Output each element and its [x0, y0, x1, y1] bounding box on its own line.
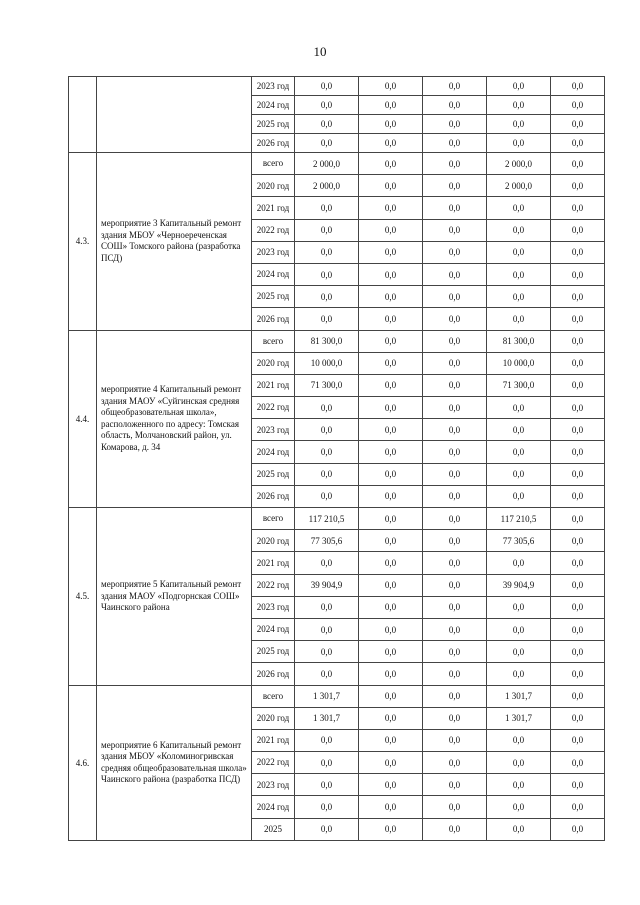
event-name-cell: мероприятие 3 Капитальный ремонт здания МБОУ «Черноереченская СОШ» Томского района (разработка ПСД) — [97, 153, 252, 331]
value-cell: 0,0 — [487, 241, 551, 263]
value-cell: 0,0 — [487, 596, 551, 618]
value-cell: 0,0 — [487, 463, 551, 485]
value-cell: 10 000,0 — [295, 352, 359, 374]
value-cell: 0,0 — [295, 419, 359, 441]
value-cell: 0,0 — [359, 330, 423, 352]
page-number: 10 — [313, 44, 327, 59]
value-cell: 0,0 — [551, 774, 605, 796]
value-cell: 0,0 — [423, 530, 487, 552]
table-row — [69, 685, 605, 707]
value-cell: 0,0 — [359, 530, 423, 552]
year-cell: 2022 год — [252, 397, 295, 419]
value-cell: 0,0 — [551, 286, 605, 308]
value-cell: 0,0 — [359, 153, 423, 175]
year-cell: 2020 год — [252, 707, 295, 729]
value-cell: 0,0 — [295, 774, 359, 796]
value-cell: 0,0 — [487, 485, 551, 507]
value-cell: 0,0 — [423, 286, 487, 308]
value-cell: 0,0 — [359, 175, 423, 197]
value-cell: 0,0 — [487, 197, 551, 219]
value-cell: 117 210,5 — [295, 508, 359, 530]
value-cell: 0,0 — [551, 729, 605, 751]
budget-table-body — [69, 77, 605, 841]
value-cell: 0,0 — [551, 663, 605, 685]
value-cell: 0,0 — [487, 263, 551, 285]
event-number-cell: 4.5. — [69, 508, 97, 686]
value-cell: 0,0 — [487, 134, 551, 153]
value-cell: 10 000,0 — [487, 352, 551, 374]
event-name-cell — [97, 77, 252, 153]
year-cell: 2022 год — [252, 752, 295, 774]
value-cell: 71 300,0 — [295, 374, 359, 396]
value-cell: 0,0 — [423, 485, 487, 507]
value-cell: 0,0 — [423, 796, 487, 818]
value-cell: 0,0 — [551, 818, 605, 840]
value-cell: 0,0 — [359, 241, 423, 263]
value-cell: 0,0 — [423, 596, 487, 618]
value-cell: 0,0 — [487, 641, 551, 663]
table-row — [69, 508, 605, 530]
value-cell: 0,0 — [487, 441, 551, 463]
value-cell: 1 301,7 — [487, 707, 551, 729]
value-cell: 0,0 — [295, 641, 359, 663]
table-row — [69, 153, 605, 175]
value-cell: 0,0 — [423, 663, 487, 685]
value-cell: 0,0 — [423, 77, 487, 96]
value-cell: 1 301,7 — [295, 707, 359, 729]
value-cell: 0,0 — [359, 352, 423, 374]
value-cell: 0,0 — [359, 463, 423, 485]
year-cell: всего — [252, 330, 295, 352]
value-cell: 0,0 — [551, 219, 605, 241]
value-cell: 0,0 — [487, 96, 551, 115]
value-cell: 0,0 — [423, 241, 487, 263]
value-cell: 0,0 — [359, 308, 423, 330]
value-cell: 0,0 — [487, 774, 551, 796]
value-cell: 0,0 — [359, 485, 423, 507]
value-cell: 0,0 — [295, 752, 359, 774]
value-cell: 0,0 — [551, 96, 605, 115]
value-cell: 0,0 — [295, 552, 359, 574]
table-row — [69, 77, 605, 96]
event-name-cell: мероприятие 5 Капитальный ремонт здания МАОУ «Подгорнская СОШ» Чаинского района — [97, 508, 252, 686]
value-cell: 0,0 — [359, 796, 423, 818]
value-cell: 0,0 — [359, 596, 423, 618]
value-cell: 0,0 — [551, 463, 605, 485]
value-cell: 0,0 — [423, 352, 487, 374]
value-cell: 0,0 — [551, 263, 605, 285]
value-cell: 0,0 — [295, 286, 359, 308]
value-cell: 0,0 — [551, 685, 605, 707]
value-cell: 0,0 — [423, 96, 487, 115]
value-cell: 0,0 — [551, 175, 605, 197]
value-cell: 0,0 — [359, 729, 423, 751]
value-cell: 81 300,0 — [295, 330, 359, 352]
value-cell: 0,0 — [359, 374, 423, 396]
value-cell: 0,0 — [423, 729, 487, 751]
value-cell: 0,0 — [423, 115, 487, 134]
value-cell: 0,0 — [359, 685, 423, 707]
event-number-cell: 4.6. — [69, 685, 97, 840]
value-cell: 0,0 — [551, 419, 605, 441]
year-cell: 2021 год — [252, 552, 295, 574]
value-cell: 0,0 — [487, 219, 551, 241]
value-cell: 0,0 — [487, 115, 551, 134]
value-cell: 0,0 — [487, 818, 551, 840]
value-cell: 0,0 — [551, 330, 605, 352]
value-cell: 39 904,9 — [295, 574, 359, 596]
value-cell: 0,0 — [295, 96, 359, 115]
value-cell: 0,0 — [551, 530, 605, 552]
value-cell: 77 305,6 — [295, 530, 359, 552]
value-cell: 81 300,0 — [487, 330, 551, 352]
year-cell: 2024 год — [252, 441, 295, 463]
value-cell: 0,0 — [359, 641, 423, 663]
value-cell: 0,0 — [359, 752, 423, 774]
year-cell: 2026 год — [252, 485, 295, 507]
value-cell: 0,0 — [551, 441, 605, 463]
value-cell: 0,0 — [487, 796, 551, 818]
year-cell: 2021 год — [252, 197, 295, 219]
value-cell: 0,0 — [295, 308, 359, 330]
value-cell: 0,0 — [487, 419, 551, 441]
year-cell: 2023 год — [252, 419, 295, 441]
year-cell: всего — [252, 508, 295, 530]
value-cell: 0,0 — [359, 263, 423, 285]
year-cell: 2025 год — [252, 115, 295, 134]
value-cell: 0,0 — [359, 419, 423, 441]
value-cell: 0,0 — [359, 96, 423, 115]
value-cell: 0,0 — [359, 552, 423, 574]
value-cell: 0,0 — [359, 774, 423, 796]
year-cell: 2026 год — [252, 663, 295, 685]
value-cell: 0,0 — [295, 441, 359, 463]
value-cell: 0,0 — [295, 197, 359, 219]
value-cell: 0,0 — [359, 618, 423, 640]
value-cell: 0,0 — [423, 219, 487, 241]
year-cell: 2022 год — [252, 219, 295, 241]
value-cell: 0,0 — [551, 552, 605, 574]
event-number-cell — [69, 77, 97, 153]
value-cell: 0,0 — [423, 330, 487, 352]
event-name-cell: мероприятие 6 Капитальный ремонт здания МБОУ «Коломиногривская средняя общеобразовательная школа» Чаинского района (разработка ПСД) — [97, 685, 252, 840]
value-cell: 0,0 — [423, 153, 487, 175]
event-number-cell: 4.4. — [69, 330, 97, 508]
year-cell: 2020 год — [252, 352, 295, 374]
value-cell: 2 000,0 — [487, 175, 551, 197]
value-cell: 0,0 — [423, 397, 487, 419]
value-cell: 0,0 — [423, 263, 487, 285]
value-cell: 0,0 — [295, 241, 359, 263]
year-cell: 2026 год — [252, 134, 295, 153]
year-cell: 2024 год — [252, 263, 295, 285]
value-cell: 0,0 — [487, 729, 551, 751]
value-cell: 0,0 — [423, 374, 487, 396]
value-cell: 77 305,6 — [487, 530, 551, 552]
year-cell: 2021 год — [252, 729, 295, 751]
value-cell: 0,0 — [295, 134, 359, 153]
value-cell: 0,0 — [359, 663, 423, 685]
value-cell: 0,0 — [295, 729, 359, 751]
value-cell: 0,0 — [423, 308, 487, 330]
year-cell: 2025 год — [252, 641, 295, 663]
value-cell: 0,0 — [359, 441, 423, 463]
value-cell: 0,0 — [423, 774, 487, 796]
value-cell: 0,0 — [487, 552, 551, 574]
value-cell: 0,0 — [359, 219, 423, 241]
value-cell: 0,0 — [295, 596, 359, 618]
value-cell: 0,0 — [295, 397, 359, 419]
value-cell: 0,0 — [423, 818, 487, 840]
value-cell: 0,0 — [359, 574, 423, 596]
value-cell: 0,0 — [551, 752, 605, 774]
value-cell: 0,0 — [551, 134, 605, 153]
year-cell: 2024 год — [252, 618, 295, 640]
value-cell: 0,0 — [551, 115, 605, 134]
value-cell: 0,0 — [359, 508, 423, 530]
value-cell: 0,0 — [295, 618, 359, 640]
value-cell: 0,0 — [487, 286, 551, 308]
value-cell: 0,0 — [551, 574, 605, 596]
value-cell: 0,0 — [551, 485, 605, 507]
year-cell: 2024 год — [252, 796, 295, 818]
value-cell: 0,0 — [551, 641, 605, 663]
value-cell: 0,0 — [295, 818, 359, 840]
value-cell: 0,0 — [551, 153, 605, 175]
value-cell: 0,0 — [295, 263, 359, 285]
value-cell: 0,0 — [359, 134, 423, 153]
year-cell: 2025 год — [252, 463, 295, 485]
event-name-cell: мероприятие 4 Капитальный ремонт здания МАОУ «Суйгинская средняя общеобразовательная школа», расположенного по адресу: Томская область, Молчановский район, ул. Комарова, д. 34 — [97, 330, 252, 508]
value-cell: 0,0 — [359, 397, 423, 419]
year-cell: 2025 год — [252, 286, 295, 308]
value-cell: 0,0 — [359, 77, 423, 96]
budget-table — [68, 76, 605, 841]
year-cell: 2026 год — [252, 308, 295, 330]
value-cell: 0,0 — [359, 115, 423, 134]
value-cell: 0,0 — [423, 508, 487, 530]
value-cell: 0,0 — [423, 752, 487, 774]
value-cell: 0,0 — [423, 574, 487, 596]
value-cell: 0,0 — [423, 618, 487, 640]
value-cell: 0,0 — [487, 752, 551, 774]
value-cell: 0,0 — [551, 397, 605, 419]
value-cell: 2 000,0 — [487, 153, 551, 175]
value-cell: 1 301,7 — [487, 685, 551, 707]
value-cell: 0,0 — [551, 241, 605, 263]
year-cell: 2024 год — [252, 96, 295, 115]
year-cell: 2020 год — [252, 530, 295, 552]
value-cell: 71 300,0 — [487, 374, 551, 396]
value-cell: 1 301,7 — [295, 685, 359, 707]
value-cell: 0,0 — [295, 115, 359, 134]
value-cell: 0,0 — [423, 552, 487, 574]
value-cell: 0,0 — [423, 707, 487, 729]
value-cell: 0,0 — [423, 463, 487, 485]
value-cell: 0,0 — [487, 397, 551, 419]
value-cell: 0,0 — [359, 707, 423, 729]
value-cell: 0,0 — [551, 374, 605, 396]
year-cell: 2023 год — [252, 596, 295, 618]
value-cell: 0,0 — [295, 219, 359, 241]
value-cell: 39 904,9 — [487, 574, 551, 596]
value-cell: 0,0 — [487, 618, 551, 640]
value-cell: 0,0 — [551, 508, 605, 530]
value-cell: 0,0 — [295, 796, 359, 818]
value-cell: 0,0 — [551, 707, 605, 729]
value-cell: 0,0 — [423, 175, 487, 197]
year-cell: 2023 год — [252, 774, 295, 796]
value-cell: 0,0 — [551, 596, 605, 618]
value-cell: 0,0 — [551, 197, 605, 219]
value-cell: 0,0 — [423, 641, 487, 663]
value-cell: 0,0 — [423, 685, 487, 707]
value-cell: 0,0 — [423, 197, 487, 219]
value-cell: 0,0 — [423, 134, 487, 153]
year-cell: 2022 год — [252, 574, 295, 596]
event-number-cell: 4.3. — [69, 153, 97, 331]
value-cell: 0,0 — [487, 308, 551, 330]
year-cell: 2023 год — [252, 241, 295, 263]
year-cell: 2020 год — [252, 175, 295, 197]
value-cell: 0,0 — [295, 663, 359, 685]
year-cell: всего — [252, 685, 295, 707]
year-cell: 2025 — [252, 818, 295, 840]
value-cell: 117 210,5 — [487, 508, 551, 530]
value-cell: 2 000,0 — [295, 153, 359, 175]
value-cell: 0,0 — [295, 77, 359, 96]
value-cell: 0,0 — [487, 77, 551, 96]
value-cell: 0,0 — [423, 441, 487, 463]
value-cell: 2 000,0 — [295, 175, 359, 197]
year-cell: 2021 год — [252, 374, 295, 396]
value-cell: 0,0 — [487, 663, 551, 685]
value-cell: 0,0 — [551, 618, 605, 640]
value-cell: 0,0 — [551, 308, 605, 330]
value-cell: 0,0 — [551, 77, 605, 96]
value-cell: 0,0 — [423, 419, 487, 441]
value-cell: 0,0 — [551, 796, 605, 818]
value-cell: 0,0 — [359, 286, 423, 308]
year-cell: 2023 год — [252, 77, 295, 96]
value-cell: 0,0 — [551, 352, 605, 374]
value-cell: 0,0 — [359, 197, 423, 219]
value-cell: 0,0 — [295, 463, 359, 485]
value-cell: 0,0 — [359, 818, 423, 840]
year-cell: всего — [252, 153, 295, 175]
table-row — [69, 330, 605, 352]
value-cell: 0,0 — [295, 485, 359, 507]
